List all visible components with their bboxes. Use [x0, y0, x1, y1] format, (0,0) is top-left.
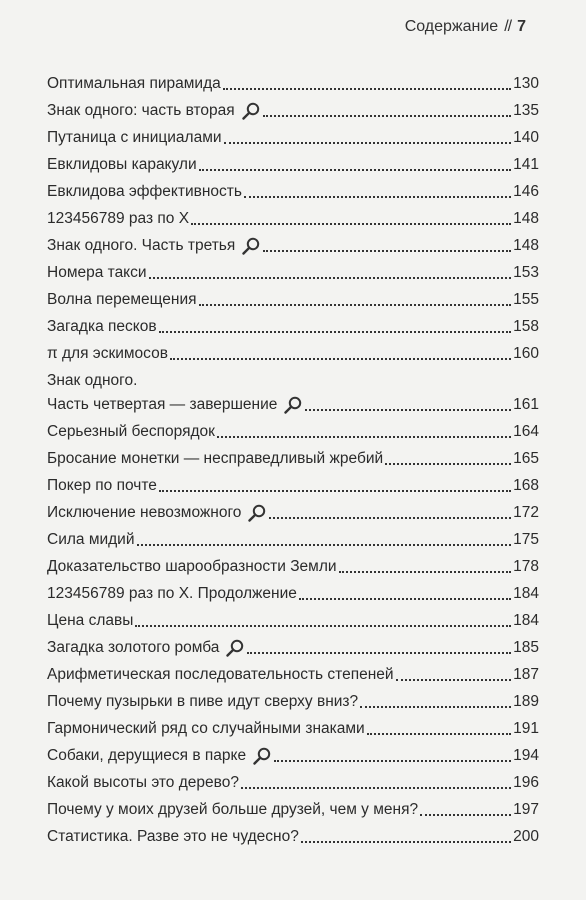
- dot-leader: [263, 242, 511, 252]
- dot-leader: [360, 698, 511, 708]
- toc-entry: [47, 363, 539, 390]
- magnifier-icon: [241, 102, 261, 120]
- magnifier-icon: [225, 639, 245, 657]
- running-header: [405, 18, 526, 36]
- toc-entry-page: 178: [513, 558, 539, 575]
- toc-entry: [47, 201, 539, 228]
- toc-entry-title: Какой высоты это дерево?: [47, 774, 239, 791]
- dot-leader: [274, 752, 511, 762]
- header-separator: //: [504, 18, 512, 35]
- dot-leader: [137, 536, 512, 546]
- dot-leader: [241, 779, 511, 789]
- toc-entry-page: 141: [513, 156, 539, 173]
- toc-entry: [47, 468, 539, 495]
- dot-leader: [367, 725, 511, 735]
- toc-entry-title: Бросание монетки — несправедливый жребий: [47, 450, 384, 467]
- dot-leader: [217, 428, 511, 438]
- toc-entry: [47, 549, 539, 576]
- toc-entry: [47, 147, 539, 174]
- dot-leader: [305, 401, 511, 411]
- toc-entry-page: 158: [513, 318, 539, 335]
- toc-entry: [47, 765, 539, 792]
- toc-entry: [47, 792, 539, 819]
- toc-entry: [47, 228, 539, 255]
- table-of-contents: [47, 66, 539, 846]
- toc-entry: [47, 93, 539, 120]
- toc-entry: [47, 522, 539, 549]
- toc-entry: [47, 309, 539, 336]
- toc-entry-title: Цена славы: [47, 612, 134, 629]
- toc-entry: [47, 738, 539, 765]
- toc-entry: [47, 282, 539, 309]
- toc-entry: [47, 603, 539, 630]
- dot-leader: [244, 188, 511, 198]
- toc-entry-title: Исключение невозможного: [47, 504, 242, 521]
- dot-leader: [269, 509, 511, 519]
- dot-leader: [199, 296, 512, 306]
- toc-entry-page: 172: [513, 504, 539, 521]
- toc-entry: [47, 441, 539, 468]
- toc-entry-title: Арифметическая последовательность степеней: [47, 666, 394, 683]
- toc-entry-page: 164: [513, 423, 539, 440]
- toc-entry-page: 194: [513, 747, 539, 764]
- toc-entry-title: Часть четвертая — завершение: [47, 396, 278, 413]
- dot-leader: [159, 323, 512, 333]
- toc-entry-title: Оптимальная пирамида: [47, 75, 221, 92]
- toc-entry-page: 191: [513, 720, 539, 737]
- toc-entry-title: Волна перемещения: [47, 291, 197, 308]
- dot-leader: [149, 269, 512, 279]
- toc-entry-title: Загадка песков: [47, 318, 157, 335]
- toc-entry-title: Сила мидий: [47, 531, 135, 548]
- toc-entry: [47, 174, 539, 201]
- toc-entry-title: Евклидовы каракули: [47, 156, 197, 173]
- magnifier-icon: [283, 396, 303, 414]
- toc-entry-page: 184: [513, 585, 539, 602]
- dot-leader: [199, 161, 511, 171]
- toc-entry-page: 187: [513, 666, 539, 683]
- toc-entry-title: Серьезный беспорядок: [47, 423, 215, 440]
- toc-entry: [47, 657, 539, 684]
- toc-entry-title: Знак одного.: [47, 372, 138, 389]
- toc-entry: [47, 336, 539, 363]
- dot-leader: [339, 563, 512, 573]
- section-title: Содержание: [404, 18, 499, 35]
- toc-entry-page: 148: [513, 210, 539, 227]
- toc-entry: [47, 576, 539, 603]
- toc-entry-title: Знак одного. Часть третья: [47, 237, 236, 254]
- dot-leader: [170, 350, 511, 360]
- toc-entry-page: 160: [513, 345, 539, 362]
- toc-entry: [47, 255, 539, 282]
- dot-leader: [159, 482, 511, 492]
- toc-entry-page: 146: [513, 183, 539, 200]
- dot-leader: [420, 806, 511, 816]
- toc-entry-title: Почему пузырьки в пиве идут сверху вниз?: [47, 693, 359, 710]
- toc-entry: [47, 684, 539, 711]
- toc-entry-page: 196: [513, 774, 539, 791]
- toc-entry: [47, 630, 539, 657]
- toc-entry-title: Путаница с инициалами: [47, 129, 222, 146]
- toc-entry-title: 123456789 раз по X. Продолжение: [47, 585, 297, 602]
- toc-entry-page: 168: [513, 477, 539, 494]
- toc-entry-page: 165: [513, 450, 539, 467]
- toc-entry-page: 184: [513, 612, 539, 629]
- magnifier-icon: [247, 504, 267, 522]
- page-number: 7: [517, 18, 526, 35]
- toc-entry-title: Загадка золотого ромба: [47, 639, 220, 656]
- dot-leader: [299, 590, 511, 600]
- toc-entry-page: 130: [513, 75, 539, 92]
- toc-entry: [47, 66, 539, 93]
- toc-entry-page: 189: [513, 693, 539, 710]
- toc-entry: [47, 120, 539, 147]
- toc-entry-title: Статистика. Разве это не чудесно?: [47, 828, 299, 845]
- dot-leader: [385, 455, 511, 465]
- dot-leader: [191, 215, 511, 225]
- magnifier-icon: [252, 747, 272, 765]
- toc-entry: [47, 495, 539, 522]
- toc-entry-page: 153: [513, 264, 539, 281]
- toc-entry: [47, 819, 539, 846]
- toc-entry-page: 148: [513, 237, 539, 254]
- toc-entry-page: 185: [513, 639, 539, 656]
- dot-leader: [263, 107, 511, 117]
- dot-leader: [247, 644, 511, 654]
- magnifier-icon: [241, 237, 261, 255]
- dot-leader: [223, 80, 511, 90]
- toc-entry: [47, 711, 539, 738]
- toc-entry-title: Евклидова эффективность: [47, 183, 242, 200]
- toc-entry-title: Почему у моих друзей больше друзей, чем у меня?: [47, 801, 419, 818]
- toc-entry-title: Знак одного: часть вторая: [47, 102, 235, 119]
- toc-entry-title: Номера такси: [47, 264, 147, 281]
- toc-entry-page: 161: [513, 396, 539, 413]
- toc-entry-page: 200: [513, 828, 539, 845]
- dot-leader: [396, 671, 512, 681]
- toc-entry-title: Собаки, дерущиеся в парке: [47, 747, 247, 764]
- toc-entry-title: 123456789 раз по X: [47, 210, 190, 227]
- toc-entry-page: 140: [513, 129, 539, 146]
- toc-entry: [47, 390, 539, 414]
- toc-entry-title: Гармонический ряд со случайными знаками: [47, 720, 365, 737]
- toc-entry-title: Доказательство шарообразности Земли: [47, 558, 337, 575]
- toc-entry-page: 135: [513, 102, 539, 119]
- toc-entry: [47, 414, 539, 441]
- toc-entry-title: Покер по почте: [47, 477, 157, 494]
- toc-entry-page: 155: [513, 291, 539, 308]
- dot-leader: [224, 134, 512, 144]
- dot-leader: [135, 617, 511, 627]
- toc-entry-page: 175: [513, 531, 539, 548]
- dot-leader: [301, 833, 511, 843]
- toc-entry-page: 197: [513, 801, 539, 818]
- toc-entry-title: π для эскимосов: [47, 345, 168, 362]
